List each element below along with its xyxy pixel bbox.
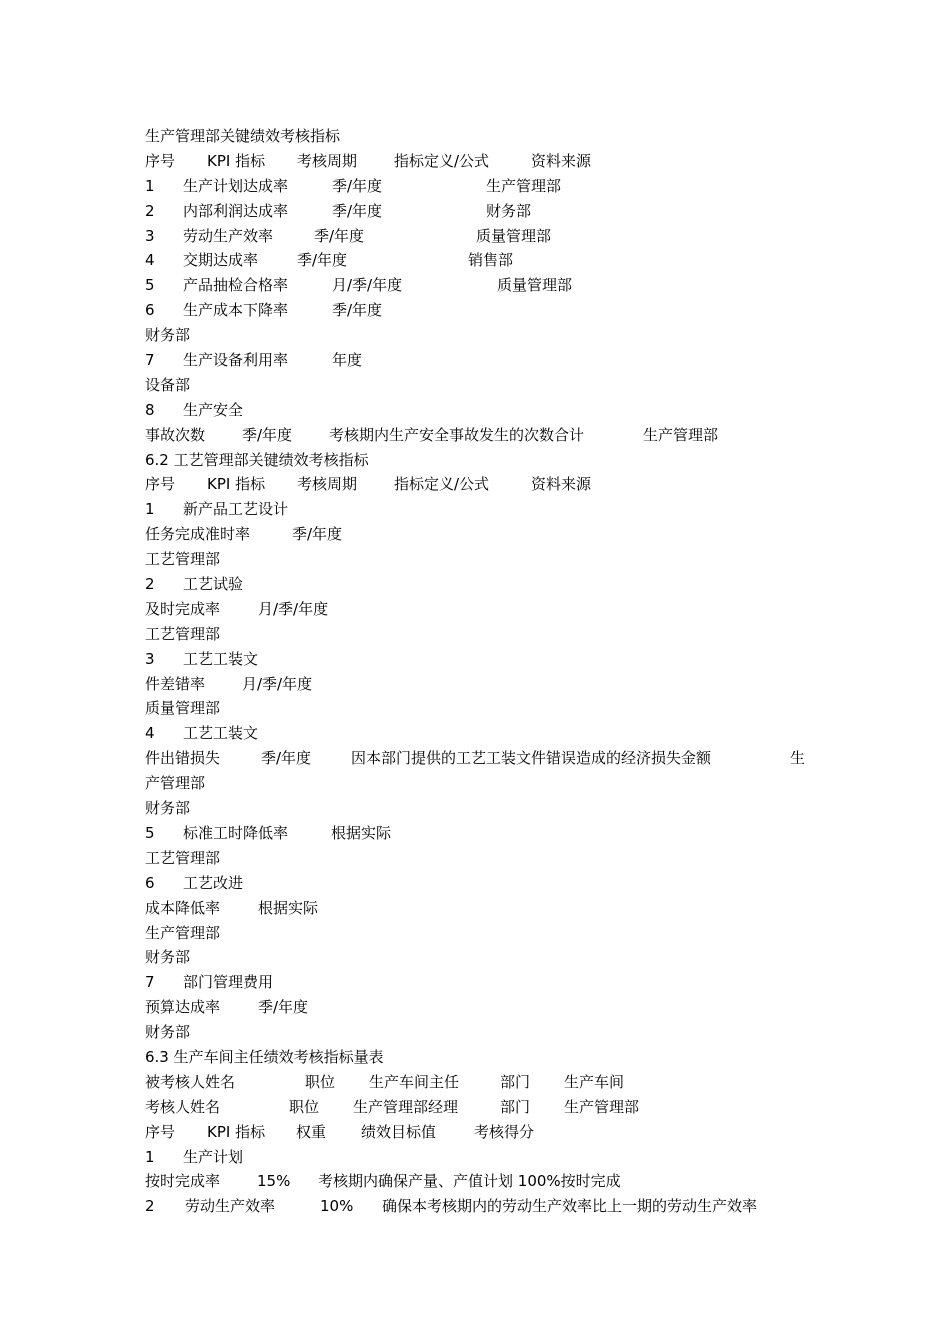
cell: 根据实际 xyxy=(331,823,392,842)
cell: 职位 xyxy=(289,1097,320,1116)
header-cell: KPI 指标 xyxy=(207,1122,266,1141)
header-cell: 指标定义/公式 xyxy=(394,475,490,494)
table-row xyxy=(145,398,825,423)
cell: 按时完成率 xyxy=(145,1172,221,1191)
cell: 部门 xyxy=(500,1072,531,1091)
cell: 任务完成准时率 xyxy=(145,525,251,544)
table-row xyxy=(145,273,825,298)
cell: 生产车间 xyxy=(564,1072,625,1091)
cell: 生产管理部 xyxy=(145,923,221,942)
table-row xyxy=(145,248,825,273)
text-line xyxy=(145,323,825,348)
cell: 考核期内生产安全事故发生的次数合计 xyxy=(329,425,585,444)
table-row xyxy=(145,522,825,547)
cell: 生产设备利用率 xyxy=(183,351,289,370)
cell: 交期达成率 xyxy=(183,251,259,270)
cell: 质量管理部 xyxy=(476,226,552,245)
table-row xyxy=(145,871,825,896)
table-row xyxy=(145,423,825,448)
header-cell: 权重 xyxy=(296,1122,327,1141)
cell: 产品抽检合格率 xyxy=(183,276,289,295)
cell: 工艺管理部 xyxy=(145,624,221,643)
table-row xyxy=(145,721,825,746)
cell: 6 xyxy=(145,301,155,320)
cell: 根据实际 xyxy=(258,898,319,917)
cell: 预算达成率 xyxy=(145,998,221,1017)
header-cell: 绩效目标值 xyxy=(361,1122,437,1141)
header-cell: 序号 xyxy=(145,1122,176,1141)
cell: 季/年度 xyxy=(314,226,365,245)
cell: 质量管理部 xyxy=(497,276,573,295)
cell: 月/季/年度 xyxy=(242,674,313,693)
table-row xyxy=(145,1194,825,1219)
table-row xyxy=(145,497,825,522)
header-cell: 考核得分 xyxy=(474,1122,535,1141)
text-line xyxy=(145,547,825,572)
cell: 内部利润达成率 xyxy=(183,201,289,220)
cell: 部门管理费用 xyxy=(183,973,274,992)
header-cell: 序号 xyxy=(145,151,176,170)
cell: 6 xyxy=(145,873,155,892)
cell: 生产安全 xyxy=(183,400,244,419)
cell: 5 xyxy=(145,823,155,842)
cell: 职位 xyxy=(305,1072,336,1091)
cell: 财务部 xyxy=(145,948,191,967)
title-text: 生产管理部关键绩效考核指标 xyxy=(145,127,341,145)
cell: 年度 xyxy=(332,351,363,370)
header-cell: KPI 指标 xyxy=(207,151,266,170)
cell: 生产管理部 xyxy=(564,1097,640,1116)
cell: 事故次数 xyxy=(145,425,206,444)
cell: 财务部 xyxy=(145,799,191,818)
header-cell: KPI 指标 xyxy=(207,475,266,494)
section-title xyxy=(145,1045,825,1070)
cell: 季/年度 xyxy=(332,301,383,320)
text-line xyxy=(145,771,825,796)
table-header xyxy=(145,149,825,174)
table-row xyxy=(145,298,825,323)
cell: 及时完成率 xyxy=(145,599,221,618)
header-cell: 资料来源 xyxy=(531,475,592,494)
header-cell: 考核周期 xyxy=(297,151,358,170)
cell: 5 xyxy=(145,276,155,295)
cell: 10% xyxy=(320,1197,354,1216)
table-row xyxy=(145,821,825,846)
cell: 季/年度 xyxy=(242,425,293,444)
cell: 2 xyxy=(145,201,155,220)
cell: 3 xyxy=(145,226,155,245)
cell: 标准工时降低率 xyxy=(183,823,289,842)
section-title xyxy=(145,124,825,149)
table-row xyxy=(145,995,825,1020)
cell: 件出错损失 xyxy=(145,749,221,768)
cell: 1 xyxy=(145,500,155,519)
cell: 工艺工装文 xyxy=(183,649,259,668)
cell: 工艺管理部 xyxy=(145,550,221,569)
cell: 2 xyxy=(145,575,155,594)
cell: 成本降低率 xyxy=(145,898,221,917)
table-row xyxy=(145,224,825,249)
cell: 工艺改进 xyxy=(183,873,244,892)
text-line xyxy=(145,373,825,398)
cell: 生产管理部 xyxy=(486,176,562,195)
table-row xyxy=(145,672,825,697)
cell: 劳动生产效率 xyxy=(183,226,274,245)
table-row xyxy=(145,1145,825,1170)
cell: 月/季/年度 xyxy=(258,599,329,618)
cell: 季/年度 xyxy=(258,998,309,1017)
header-cell: 序号 xyxy=(145,475,176,494)
cell: 15% xyxy=(257,1172,291,1191)
table-row xyxy=(145,1095,825,1120)
text-line xyxy=(145,1020,825,1045)
table-row xyxy=(145,174,825,199)
cell: 部门 xyxy=(500,1097,531,1116)
table-row xyxy=(145,970,825,995)
cell: 工艺工装文 xyxy=(183,724,259,743)
cell: 8 xyxy=(145,400,155,419)
text-line xyxy=(145,846,825,871)
cell: 新产品工艺设计 xyxy=(183,500,289,519)
cell: 生产计划达成率 xyxy=(183,176,289,195)
table-row xyxy=(145,647,825,672)
section-title xyxy=(145,448,825,473)
table-row xyxy=(145,896,825,921)
cell: 被考核人姓名 xyxy=(145,1072,236,1091)
table-row xyxy=(145,597,825,622)
table-row xyxy=(145,348,825,373)
cell: 考核期内确保产量、产值计划 100%按时完成 xyxy=(318,1172,621,1191)
cell: 3 xyxy=(145,649,155,668)
cell: 因本部门提供的工艺工装文件错误造成的经济损失金额 xyxy=(351,749,712,768)
cell: 劳动生产效率 xyxy=(185,1197,276,1216)
header-cell: 指标定义/公式 xyxy=(394,151,490,170)
table-row xyxy=(145,1070,825,1095)
cell: 1 xyxy=(145,176,155,195)
cell: 季/年度 xyxy=(332,201,383,220)
text-line xyxy=(145,945,825,970)
text-line xyxy=(145,696,825,721)
cell: 季/年度 xyxy=(292,525,343,544)
table-row xyxy=(145,199,825,224)
text-line xyxy=(145,921,825,946)
cell: 2 xyxy=(145,1197,155,1216)
title-text: 6.2 工艺管理部关键绩效考核指标 xyxy=(145,450,369,469)
table-row xyxy=(145,1169,825,1194)
cell: 季/年度 xyxy=(261,749,312,768)
table-row xyxy=(145,572,825,597)
cell: 财务部 xyxy=(486,201,532,220)
header-cell: 考核周期 xyxy=(297,475,358,494)
cell: 生产计划 xyxy=(183,1147,244,1166)
cell: 4 xyxy=(145,724,155,743)
cell: 7 xyxy=(145,351,155,370)
cell: 确保本考核期内的劳动生产效率比上一期的劳动生产效率 xyxy=(382,1197,758,1216)
cell: 4 xyxy=(145,251,155,270)
document-body xyxy=(145,124,825,1219)
text-line xyxy=(145,796,825,821)
cell: 财务部 xyxy=(145,1023,191,1042)
cell: 质量管理部 xyxy=(145,699,221,718)
text-line xyxy=(145,622,825,647)
cell: 考核人姓名 xyxy=(145,1097,221,1116)
cell: 生产成本下降率 xyxy=(183,301,289,320)
cell: 工艺管理部 xyxy=(145,848,221,867)
header-cell: 资料来源 xyxy=(531,151,592,170)
table-header xyxy=(145,1120,825,1145)
cell: 月/季/年度 xyxy=(332,276,403,295)
cell: 设备部 xyxy=(145,375,191,394)
cell: 财务部 xyxy=(145,326,191,345)
cell: 季/年度 xyxy=(332,176,383,195)
cell: 季/年度 xyxy=(297,251,348,270)
title-text: 6.3 生产车间主任绩效考核指标量表 xyxy=(145,1047,384,1066)
cell: 生产管理部 xyxy=(643,425,719,444)
cell: 生产管理部经理 xyxy=(353,1097,459,1116)
cell: 工艺试验 xyxy=(183,575,244,594)
cell: 生产车间主任 xyxy=(369,1072,460,1091)
cell: 生 xyxy=(790,749,806,768)
cell: 7 xyxy=(145,973,155,992)
cell: 产管理部 xyxy=(145,774,206,793)
cell: 件差错率 xyxy=(145,674,206,693)
table-header xyxy=(145,472,825,497)
cell: 1 xyxy=(145,1147,155,1166)
table-row xyxy=(145,746,825,771)
cell: 销售部 xyxy=(468,251,514,270)
